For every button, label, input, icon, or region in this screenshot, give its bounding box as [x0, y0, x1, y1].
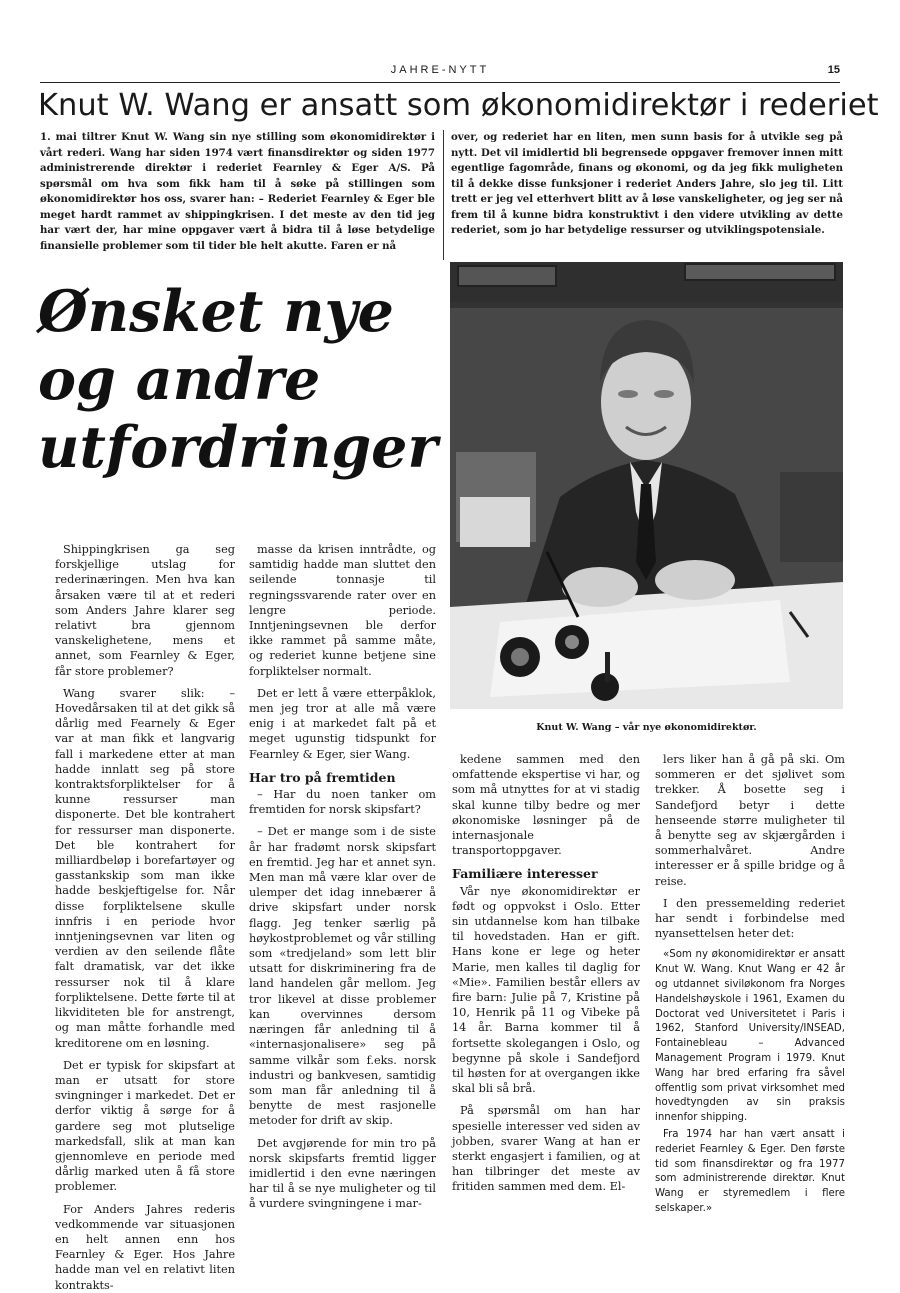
body-column-1: [55, 542, 235, 1292]
portrait-photo: [450, 262, 843, 709]
paragraph: I den pressemelding rederiet har sendt i forbindelse med nyansettelsen heter det:: [655, 896, 845, 941]
body-column-2: [249, 542, 436, 1211]
paragraph: På spørsmål om han har spesielle interesser ved siden av jobben, svarer Wang at han er sterkt engasjert i familien, og at han tilbringer det meste av fritiden sammen med dem. El-: [452, 1104, 640, 1194]
paragraph: Shippingkrisen ga seg forskjellige utslag for rederinæringen. Men hva kan årsaken være til at et rederi som Anders Jahre klarer seg relativt bra gjennom vanskelighetene, mens et annet, som Fearnley & Eger, får store problemer?: [55, 543, 235, 678]
kicker-heading: [38, 278, 438, 482]
subheading-family: Familiære interesser: [452, 866, 598, 882]
paragraph: – Har du noen tanker om fremtiden for norsk skipsfart?: [249, 788, 436, 817]
paragraph: Det er typisk for skipsfart at man er utsatt for store svingninger i markedet. Det er derfor viktig å sørge for å gardere seg mot plutselige markedsfall, slik at man kan gjennomleve en periode med dårlig marked uten å få store problemer.: [55, 1058, 235, 1194]
paragraph: For Anders Jahres rederis vedkommende var situasjonen en helt annen enn hos Fearnley & Eger. Hos Jahre hadde man vel en relativt liten kontrakts-: [55, 1202, 235, 1292]
paragraph: Vår nye økonomidirektør er født og oppvokst i Oslo. Etter sin utdannelse kom han tilbake til hovedstaden. Han er gift. Hans kone er lege og heter Marie, men kalles til daglig for «Mie». Familien består ellers av fire barn: Julie på 7, Kristine på 10, Henrik på 11 og Vibeke på 14 år. Barna kommer til å fortsette skolegangen i Oslo, og begynne på skole i Sandefjord til høsten for at overgangen ikke skal bli så brå.: [452, 884, 640, 1096]
kicker-line-1: Ønsket nye: [38, 278, 394, 345]
press-release-quote: [655, 948, 845, 1216]
publication-name: JAHRE-NYTT: [390, 64, 490, 76]
kicker-line-3: utfordringer: [38, 414, 438, 481]
running-header: [40, 64, 840, 80]
paragraph: masse da krisen inntrådte, og samtidig hadde man sluttet den seilende tonnasje til regningssvarende rater over en lengre periode. Inntjeningsevnen ble derfor ikke rammet på samme måte, og rederiet kunne betjene sine forpliktelser normalt.: [249, 543, 436, 678]
subheading-future: Har tro på fremtiden: [249, 769, 396, 785]
paragraph: Det er lett å være etterpåklok, men jeg tror at alle må være enig i at markedet falt på et meget ugunstig tidspunkt for Fearnley & Eger, sier Wang.: [249, 686, 436, 761]
photo-caption: Knut W. Wang – vår nye økonomidirektør.: [536, 722, 757, 733]
header-rule: [40, 82, 840, 83]
paragraph: Det avgjørende for min tro på norsk skipsfarts fremtid ligger imidlertid i den evne næringen har til å se nye muligheter og til å vurdere svingningene i mar-: [249, 1136, 436, 1211]
lead-paragraph-left: [40, 130, 435, 258]
paragraph: – Det er mange som i de siste år har fradømt norsk skipsfart en fremtid. Jeg har et annet syn. Men man må være klar over de ulemper det idag innebærer å drive skipsfart under norsk flagg. Jeg tenker særlig på høykostproblemet og vår stilling som «tredjeland» som lett blir utsatt for diskriminering fra de land handelen går mellom. Jeg tror likevel at disse problemer kan overvinnes dersom næringen får anledning til å «internasjonalisere» seg på samme vilkår som f.eks. norsk industri og bankvesen, samtidig som man får anledning til å benytte de mest rasjonelle metoder for drift av skip.: [249, 825, 436, 1128]
lead-text-right: over, og rederiet har en liten, men sunn basis for å utvikle seg på nytt. Det vil imidlertid bli begrensede oppgaver fremover innen mitt egentlige fagområde, finans og økonomi, og da jeg fikk muligheten til å dekke disse funksjoner i rederiet Anders Jahre, slo jeg til. Litt trett er jeg vel etterhvert blitt av å løse vanskeligheter, og jeg ser nå frem til å kunne bidra konstruktivt i den videre utvikling av dette rederiet, som jo har betydelige ressurser og utviklingspotensiale.: [451, 131, 843, 236]
kicker-line-2: og andre: [38, 346, 321, 413]
body-column-4: [655, 752, 845, 1214]
lead-paragraph-right: [451, 130, 843, 258]
article-headline: Knut W. Wang er ansatt som økonomidirektør i rederiet: [38, 88, 879, 123]
lead-divider: [443, 130, 444, 260]
paragraph: kedene sammen med den omfattende ekspertise vi har, og som må utnyttes for at vi stadig skal kunne tilby bedre og mer økonomiske løsninger på de internasjonale transportoppgaver.: [452, 753, 640, 858]
paragraph: lers liker han å gå på ski. Om sommeren er det sjølivet som trekker. Å bosette seg i Sandefjord betyr i dette henseende større muligheter til å benytte seg av skjærgården i sommerhalvåret. Andre interesser er å spille bridge og å reise.: [655, 753, 845, 888]
paragraph: Wang svarer slik: – Hovedårsaken til at det gikk så dårlig med Fearnely & Eger var at man fikk et langvarig fall i markedene etter at man hadde innlatt seg på store kontraktsforpliktelser for å kunne ressurser man disponerte. Det ble kontrahert for ressurser man disponerte. Det ble kontrahert for milliardbeløp i borefartøyer og gasstankskip som man ikke hadde beskjeftigelse for. Når disse forpliktelsene skulle innfris i en periode hvor inntjeningsevnen var liten og verdien av den seilende flåte falt dramatisk, var det ikke ressurser nok til å klare forpliktelsene. Dette førte til at likviditeten ble for anstrengt, og man måtte forhandle med kreditorene om en løsning.: [55, 686, 235, 1050]
body-column-3: [452, 752, 640, 1202]
lead-text-left: 1. mai tiltrer Knut W. Wang sin nye stilling som økonomidirektør i vårt rederi. Wang har siden 1974 vært finansdirektør og siden 1977 administrerende direktør i rederiet Fearnley & Eger A/S. På spørsmål om hva som fikk ham til å søke på stillingen som økonomidirektør hos oss, svarer han: – Rederiet Fearnley & Eger ble meget hardt rammet av shippingkrisen. I det meste av den tid jeg har vært der, har mine oppgaver vært å bidra til å løse betydelige finansielle problemer som til tider ble helt akutte. Faren er nå: [40, 131, 435, 252]
quote-paragraph: «Som ny økonomidirektør er ansatt Knut W. Wang. Knut Wang er 42 år og utdannet siviløkonom fra Norges Handelshøyskole i 1961, Examen du Doctorat ved Universitetet i Paris i 1962, Stanford University/INSEAD, Fontainebleau – Advanced Management Program i 1979. Knut Wang har bred erfaring fra såvel offentlig som privat virksomhet med hovedtyngden av sin praksis innenfor shipping.: [655, 949, 845, 1124]
page-number: 15: [827, 64, 840, 76]
quote-paragraph: Fra 1974 har han vært ansatt i rederiet Fearnley & Eger. Den første tid som finansdirektør og fra 1977 som administrerende direktør. Knut Wang er styremedlem i flere selskaper.»: [655, 1129, 845, 1214]
